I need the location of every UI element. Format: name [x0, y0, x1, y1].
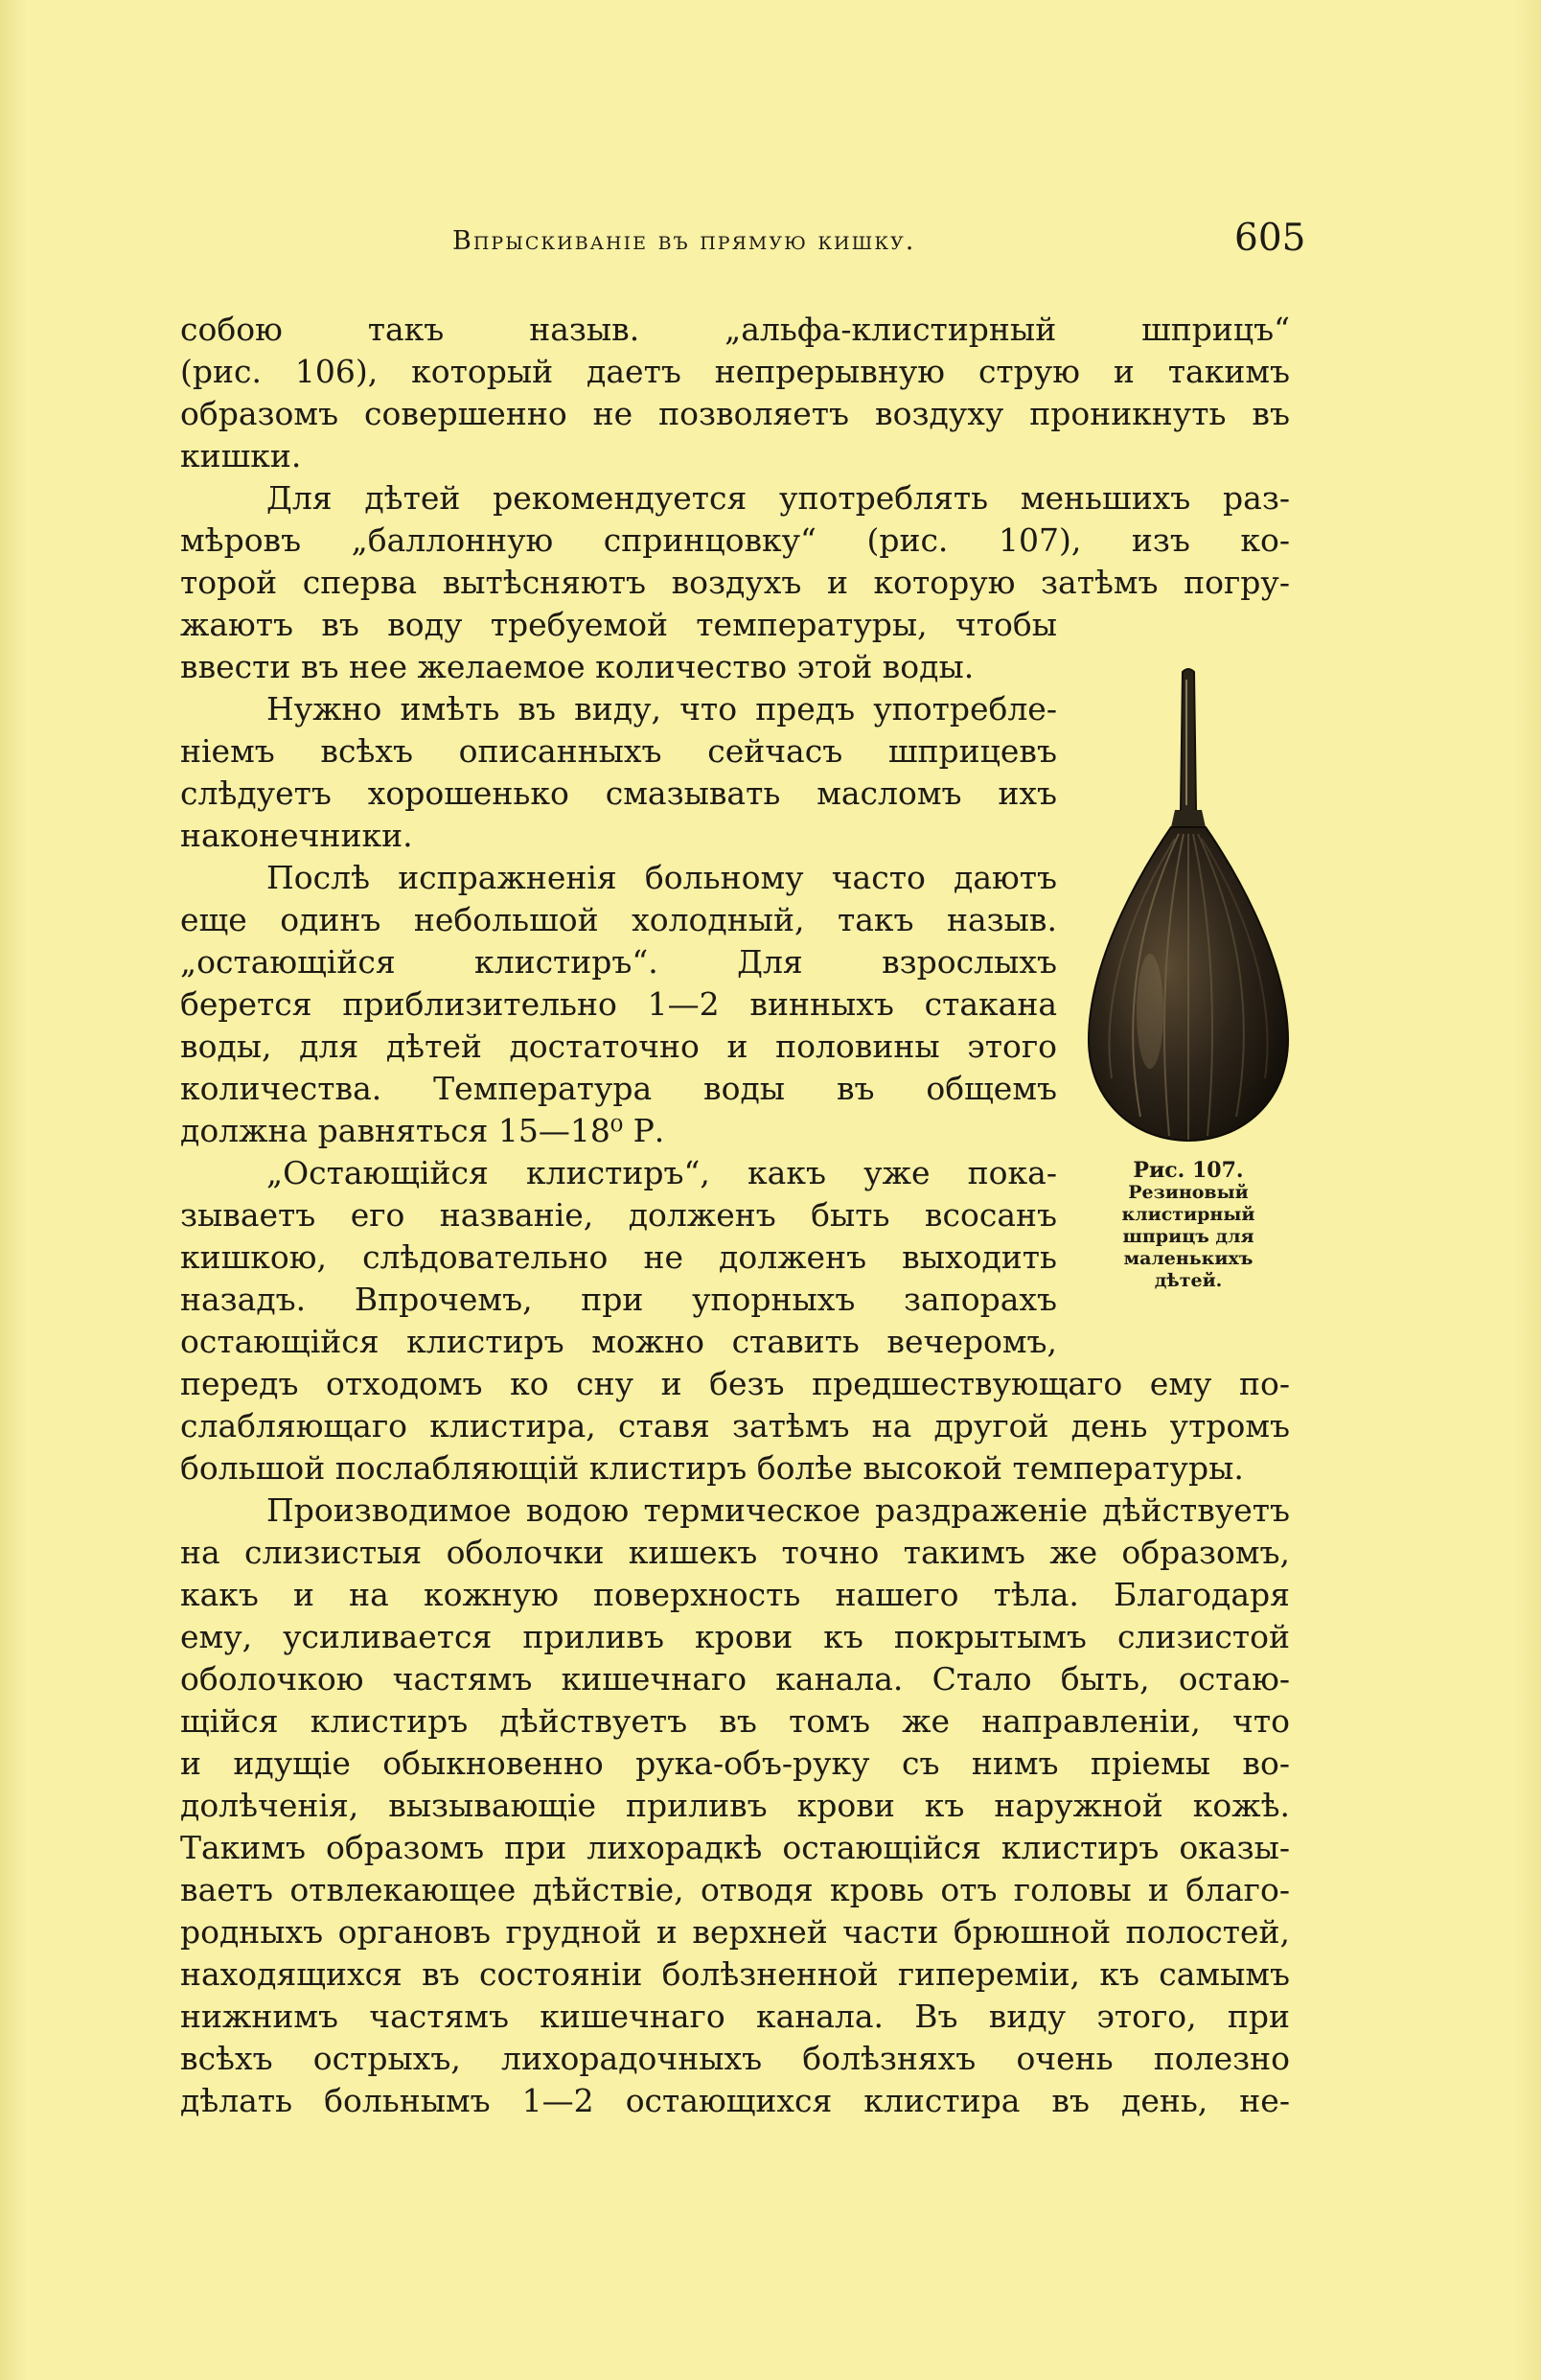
- text-line: должна равняться 15—18⁰ Р.: [180, 1112, 665, 1149]
- bulb-syringe-icon: [1083, 666, 1294, 1150]
- paragraph-4: [180, 857, 1057, 1152]
- figure-caption: [1092, 1160, 1284, 1292]
- text-line: кишкою, слѣдовательно не долженъ выходить: [180, 1238, 1057, 1276]
- text-line: собою такъ назыв. „альфа-клистирный шприцъ“: [180, 311, 1290, 348]
- text-line: слабляющаго клистира, ставя затѣмъ на другой день утромъ: [180, 1407, 1290, 1444]
- paragraph-2-wrap: [180, 604, 1057, 688]
- text-line: торой сперва вытѣсняютъ воздухъ и которую затѣмъ погру-: [180, 564, 1290, 601]
- text-line: оболочкою частямъ кишечнаго канала. Стало быть, остаю-: [180, 1660, 1290, 1698]
- text-line: щійся клистиръ дѣйствуетъ въ томъ же направленіи, что: [180, 1702, 1290, 1740]
- text-line: ему, усиливается приливъ крови къ покрытымъ слизистой: [180, 1618, 1290, 1655]
- text-line: нижнимъ частямъ кишечнаго канала. Въ виду этого, при: [180, 1998, 1290, 2035]
- text-line: на слизистыя оболочки кишекъ точно такимъ же образомъ,: [180, 1534, 1290, 1571]
- bulb-syringe-figure: [1083, 666, 1294, 1150]
- text-line: жаютъ въ воду требуемой температуры, чтобы: [180, 606, 1057, 643]
- text-line: кишки.: [180, 437, 302, 474]
- text-line: какъ и на кожную поверхность нашего тѣла. Благодаря: [180, 1576, 1290, 1613]
- text-line: (рис. 106), который даетъ непрерывную струю и такимъ: [180, 353, 1290, 390]
- running-header: Впрыскиваніе въ прямую кишку.: [452, 226, 916, 256]
- text-line: остающійся клистиръ можно ставить вечеромъ,: [180, 1323, 1057, 1360]
- text-line: количества. Температура воды въ общемъ: [180, 1070, 1057, 1107]
- text-line: дѣлать больнымъ 1—2 остающихся клистира въ день, не-: [180, 2082, 1290, 2119]
- text-line: долѣченія, вызывающіе приливъ крови къ наружной кожѣ.: [180, 1787, 1290, 1824]
- caption-line: шприцъ для: [1122, 1226, 1254, 1247]
- text-line: наконечники.: [180, 817, 413, 854]
- text-line: Такимъ образомъ при лихорадкѣ остающійся клистиръ оказы-: [180, 1829, 1290, 1866]
- paragraph-3: [180, 688, 1057, 857]
- text-line: зываетъ его названіе, долженъ быть всосанъ: [180, 1196, 1057, 1234]
- text-line: большой послабляющій клистиръ болѣе высокой температуры.: [180, 1449, 1244, 1487]
- text-line: находящихся въ состояніи болѣзненной гипереміи, къ самымъ: [180, 1955, 1290, 1993]
- text-line: передъ отходомъ ко сну и безъ предшествующаго ему по-: [180, 1365, 1290, 1402]
- text-line: Послѣ испражненія больному часто даютъ: [266, 859, 1057, 896]
- text-line: ваетъ отвлекающее дѣйствіе, отводя кровь отъ головы и благо-: [180, 1871, 1290, 1908]
- text-line: назадъ. Впрочемъ, при упорныхъ запорахъ: [180, 1281, 1057, 1318]
- page-number: 605: [1234, 217, 1306, 260]
- text-line: Нужно имѣть въ виду, что предъ употребле-: [266, 690, 1057, 728]
- caption-line: дѣтей.: [1154, 1270, 1223, 1291]
- text-line: Для дѣтей рекомендуется употреблять меньшихъ раз-: [266, 479, 1290, 517]
- figure-number: Рис. 107.: [1133, 1158, 1244, 1183]
- text-line: еще одинъ небольшой холодный, такъ назыв.: [180, 901, 1057, 938]
- paragraph-5-full: [180, 1363, 1290, 1490]
- text-line: родныхъ органовъ грудной и верхней части брюшной полостей,: [180, 1913, 1290, 1951]
- text-line: берется приблизительно 1—2 винныхъ стакана: [180, 985, 1057, 1023]
- text-line: ніемъ всѣхъ описанныхъ сейчасъ шприцевъ: [180, 732, 1057, 770]
- text-line: мѣровъ „баллонную спринцовку“ (рис. 107), изъ ко-: [180, 521, 1290, 559]
- text-line: слѣдуетъ хорошенько смазывать масломъ ихъ: [180, 774, 1057, 812]
- text-line: всѣхъ острыхъ, лихорадочныхъ болѣзняхъ очень полезно: [180, 2040, 1290, 2077]
- text-line: образомъ совершенно не позволяетъ воздуху проникнуть въ: [180, 395, 1290, 432]
- text-line: и идущіе обыкновенно рука-объ-руку съ нимъ пріемы во-: [180, 1745, 1290, 1782]
- text-line: „Остающійся клистиръ“, какъ уже пока-: [266, 1154, 1057, 1191]
- caption-line: клистирный: [1121, 1204, 1255, 1225]
- caption-line: Резиновый: [1128, 1182, 1249, 1203]
- text-line: воды, для дѣтей достаточно и половины этого: [180, 1028, 1057, 1065]
- caption-line: маленькихъ: [1123, 1248, 1254, 1269]
- paragraph-1: [180, 309, 1290, 477]
- text-line: Производимое водою термическое раздраженіе дѣйствуетъ: [266, 1491, 1290, 1529]
- paragraph-6: [180, 1490, 1290, 2122]
- text-line: „остающійся клистиръ“. Для взрослыхъ: [180, 943, 1057, 981]
- paragraph-2: [180, 477, 1290, 604]
- text-line: ввести въ нее желаемое количество этой воды.: [180, 648, 975, 685]
- paragraph-5: [180, 1152, 1057, 1363]
